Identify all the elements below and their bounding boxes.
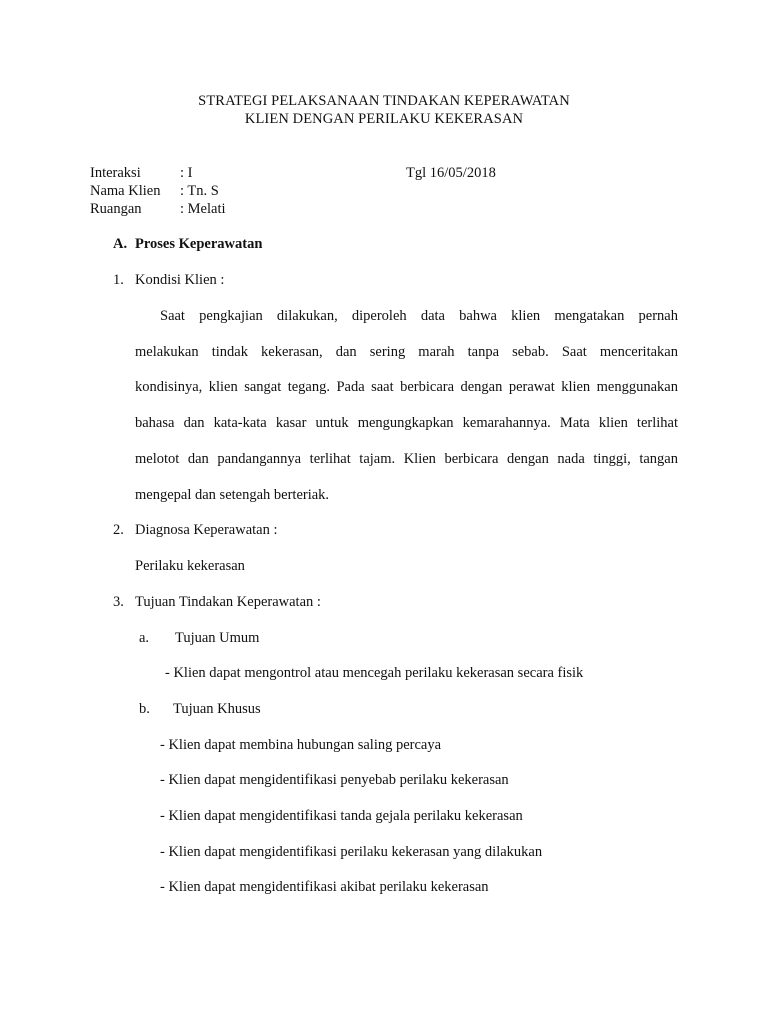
list-item: - Klien dapat mengidentifikasi penyebab perilaku kekerasan (160, 772, 509, 788)
item-2-marker: 2. (113, 522, 124, 538)
item-2-title: Diagnosa Keperawatan : (135, 522, 278, 538)
list-item: - Klien dapat mengidentifikasi perilaku kekerasan yang dilakukan (160, 844, 543, 860)
list-item: - Klien dapat mengidentifikasi tanda gejala perilaku kekerasan (160, 808, 523, 824)
list-item: - Klien dapat mengontrol atau mencegah perilaku kekerasan secara fisik (165, 665, 584, 681)
sub-b-marker: b. (139, 701, 150, 717)
diagnosis-value: Perilaku kekerasan (135, 558, 245, 574)
ruangan-value: : Melati (180, 201, 226, 217)
nama-klien-label: Nama Klien (90, 183, 161, 199)
document-title-line-2: KLIEN DENGAN PERILAKU KEKERASAN (244, 111, 524, 127)
item-3-marker: 3. (113, 594, 124, 610)
sub-a-title: Tujuan Umum (175, 630, 260, 646)
list-item: - Klien dapat mengidentifikasi akibat perilaku kekerasan (160, 879, 489, 895)
item-3-title: Tujuan Tindakan Keperawatan : (135, 594, 321, 610)
paragraph-line: kondisinya, klien sangat tegang. Pada saat berbicara dengan perawat klien menggunakan (135, 379, 678, 395)
sub-b-title: Tujuan Khusus (173, 701, 261, 717)
item-1-marker: 1. (113, 272, 124, 288)
ruangan-label: Ruangan (90, 201, 142, 217)
paragraph-line: Saat pengkajian dilakukan, diperoleh data bahwa klien mengatakan pernah (160, 308, 678, 324)
paragraph-line: melotot dan pandangannya terlihat tajam. Klien berbicara dengan nada tinggi, tangan (135, 451, 678, 467)
section-a-title: Proses Keperawatan (135, 236, 263, 252)
paragraph-line: melakukan tindak kekerasan, dan sering marah tanpa sebab. Saat menceritakan (135, 344, 678, 360)
nama-klien-value: : Tn. S (180, 183, 219, 199)
item-1-title: Kondisi Klien : (135, 272, 225, 288)
list-item: - Klien dapat membina hubungan saling percaya (160, 737, 442, 753)
paragraph-line: bahasa dan kata-kata kasar untuk mengungkapkan kemarahannya. Mata klien terlihat (135, 415, 678, 431)
date-text: Tgl 16/05/2018 (406, 165, 496, 181)
document-title-line-1: STRATEGI PELAKSANAAN TINDAKAN KEPERAWATAN (198, 93, 570, 109)
paragraph-line: mengepal dan setengah berteriak. (135, 487, 330, 503)
interaksi-value: : I (180, 165, 193, 181)
section-a-marker: A. (113, 236, 128, 252)
interaksi-label: Interaksi (90, 165, 141, 181)
sub-a-marker: a. (139, 630, 150, 646)
